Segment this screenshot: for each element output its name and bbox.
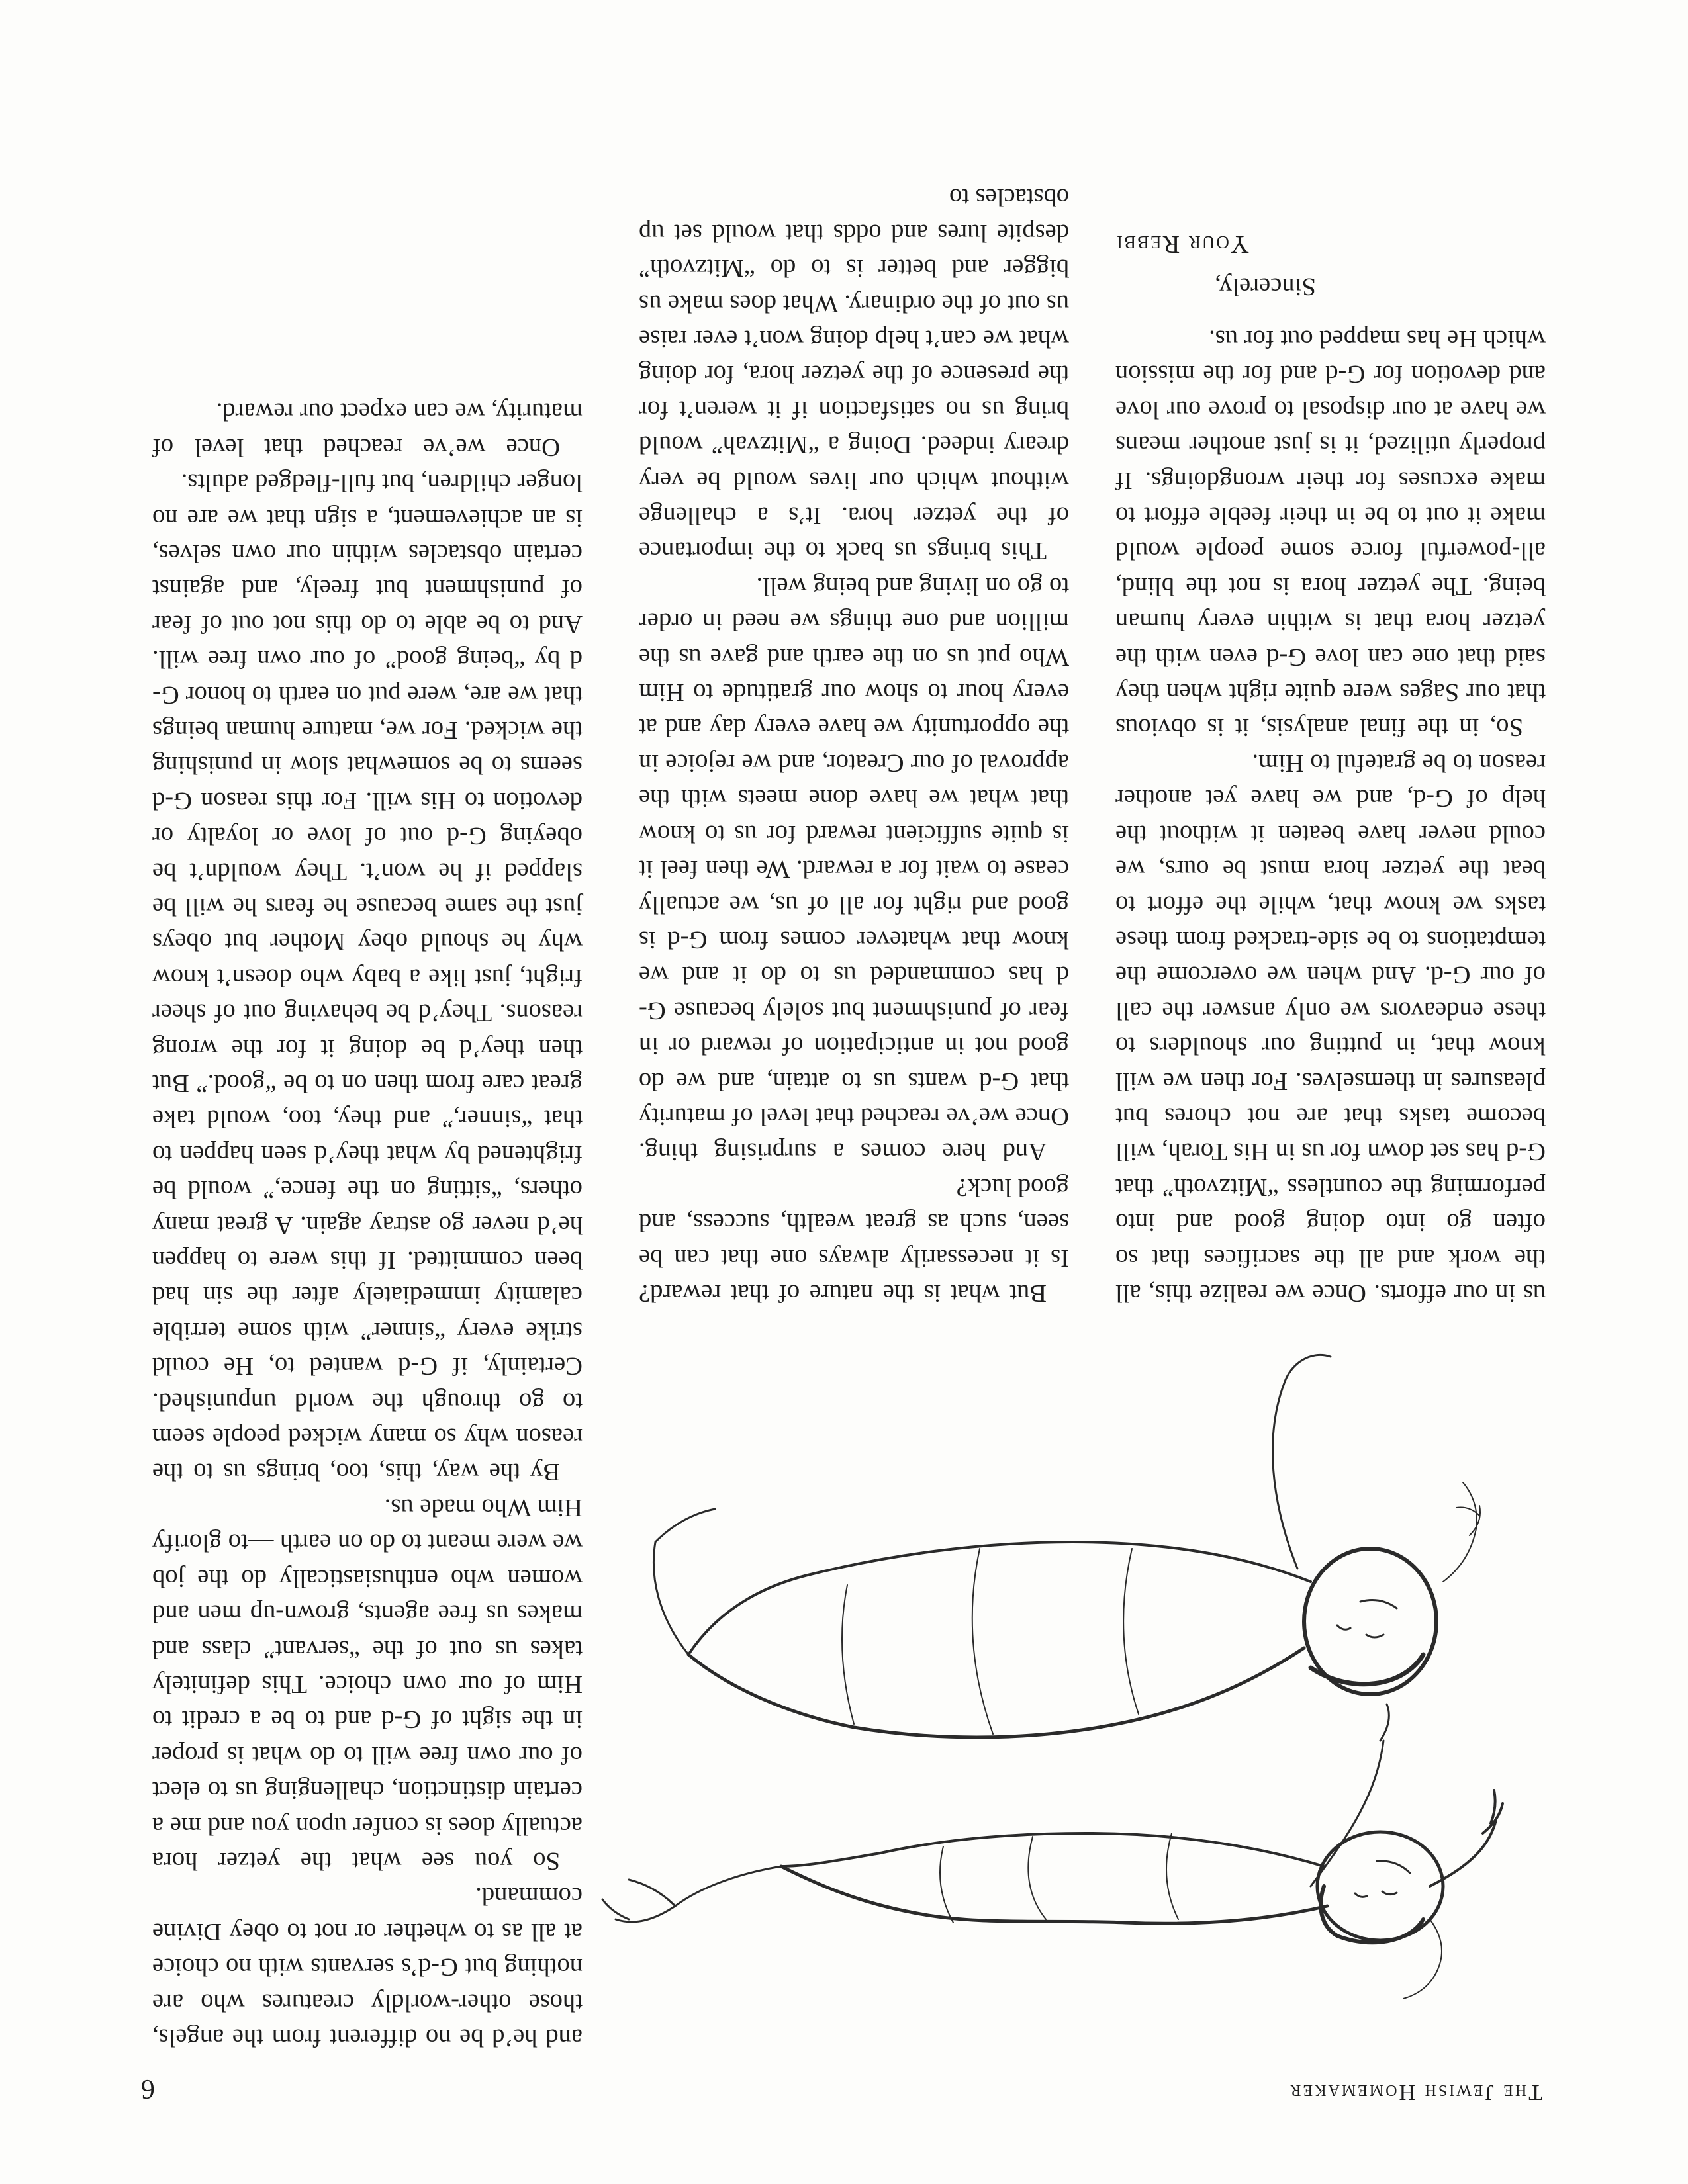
paragraph: and he’d be no different from the angels, those other-worldly creatures who are nothing but G-d’s servants with no choice at all as to whether or not to obey Divine command. <box>152 1882 583 2052</box>
paragraph: So you see what the yetzer hora actually does is confer upon you and me a certain distinction, challenging us to elect of our own free will to do what is proper in the sight of G-d and to be a credit to Him of our own choice. This definitely takes us out of the “servant” class and makes us free agents, grown-up men and women who enthusiastically do the job we were meant to do on earth —to glorify Him Who made us. <box>152 1493 583 1875</box>
paragraph: This brings us back to the importance of the yetzer hora. It’s a challenge without which our lives would be very dreary indeed. Doing a “Mitzvah” would bring us no satisfaction if it weren’t for the presence of the yetzer hora, for doing what we can’t help doing won’t ever raise us out of the ordinary. What does make us bigger and better is to do “Mitzvoth” despite lures and odds that would set up obstacles to <box>639 183 1069 565</box>
paragraph: And here comes a surprising thing. Once we’ve reached that level of maturity that G-d wants us to attain, and we do good not in anticipation of reward or in fear of punishment but solely because G-d has commanded us to do it and we know that whatever comes from G-d is good and right for all of us, we actually cease to wait for a reward. We then feel it is quite sufficient reward for us to know that what we have done meets with the approval of our Creator, and we rejoice in the opportunity we have every day and at every hour to show our gratitude to Him Who put us on the earth and gave us the million and one things we need in order to go on living and being well. <box>639 572 1069 1166</box>
text-column-left <box>1115 226 1546 1310</box>
closing-line: Sincerely, <box>1215 272 1316 300</box>
text-column-middle <box>639 179 1069 1310</box>
figure-one-drawing <box>602 1704 1503 1999</box>
paragraph: us in our efforts. Once we realize this, all the work and all the sacrifices that so often go into doing good and into performing the countless “Mitzvoth” that G-d has set down for us in His Torah, will become tasks that are not chores but pleasures in themselves. For then we will know that, in putting our shoulders to these endeavors we only answer the call of our G-d. And when we overcome the temptations to be side-tracked from these tasks we know that, while the effort to beat the yetzer hora must be ours, we could never have beaten it without the help of G-d, and we have yet another reason to be grateful to Him. <box>1115 749 1546 1307</box>
paragraph: Once we’ve reached that level of maturity, we can expect our reward. <box>152 398 583 461</box>
text-column-right <box>152 394 583 2055</box>
paragraph: By the way, this, too, brings us to the reason why so many wicked people seem to go through the world unpunished. Certainly, if G-d wanted to, He could strike every “sinner” with some terrible calamity immediately after the sin had been committed. If this were to happen he’d never go astray again. A great many others, “sitting on the fence,” would be frightened by what they’d seen happen to that “sinner,” and they, too, would take great care from then on to be “good.” But then they’d be doing it for the wrong reasons. They’d be behaving out of sheer fright, just like a baby who doesn’t know why he should obey Mother but obeys just the same because he fears he will be slapped if he won’t. They wouldn’t be obeying G-d out of love or loyalty or devotion to His will. For this reason G-d seems to be somewhat slow in punishing the wicked. For we, mature human beings that we are, were put on earth to honor G-d by “being good” of our own free will. And to be able to do this not out of fear of punishment but freely, and against certain obstacles within our own selves, is an achievement, a sign that we are no longer children, but full-fledged adults. <box>152 469 583 1486</box>
signature-line: Your Rebbi <box>1115 230 1249 259</box>
letter-signoff <box>1115 226 1546 304</box>
page-number: 6 <box>139 2073 155 2104</box>
paragraph: So, in the final analysis, it is obvious that our Sages were quite right when they said that one can love G-d even with the yetzer hora that is within every human being. The yetzer hora is not the blind, all-powerful force some people would make it out to be in their feeble effort to make excuses for their wrongdoings. If properly utilized, it is just another means we have at our disposal to prove our love and devotion for G-d and for the mission which He has mapped out for us. <box>1115 325 1546 742</box>
paragraph: But what is the nature of that reward? Is it necessarily always one that can be seen, such as great wealth, success, and good luck? <box>639 1173 1069 1307</box>
sketch-of-two-reclining-figures-icon <box>576 1304 1549 2085</box>
publication-title: The Jewish Homemaker <box>1288 2080 1542 2105</box>
figure-two-drawing <box>653 1355 1480 1737</box>
